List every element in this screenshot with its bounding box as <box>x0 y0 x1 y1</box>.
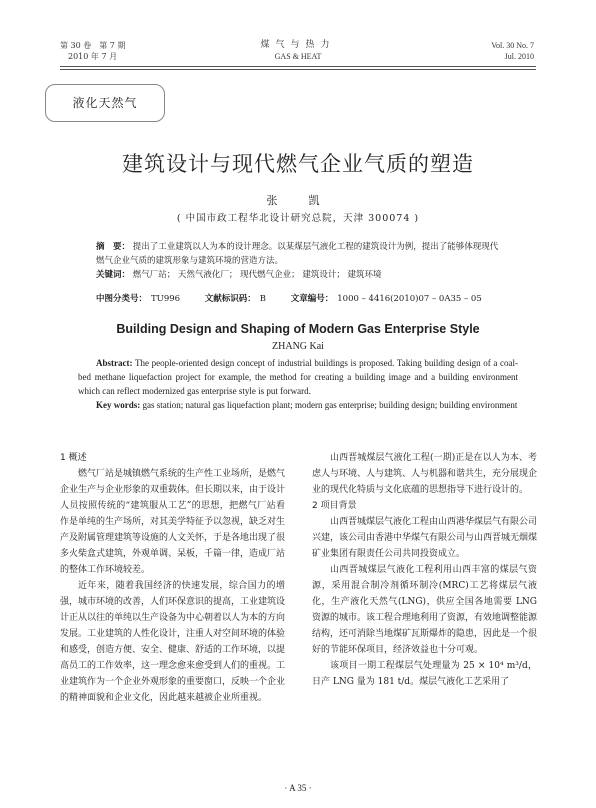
author-name: 张 凯 <box>266 194 330 207</box>
doc-code-label: 文献标识码： <box>204 294 256 304</box>
body-column-right <box>312 450 537 690</box>
article-title: 建筑设计与现代燃气企业气质的塑造 <box>122 152 474 176</box>
doc-code-value: B <box>259 294 267 304</box>
section-tag <box>45 84 165 122</box>
body-paragraph: 近年来，随着我国经济的快速发展，综合国力的增强，城市环境的改善，人们环保意识的提高，工业建筑设计正从以往的单纯以生产设备为中心朝着以人为本的方向发展。工业建筑的人性化设计，注重人对空间环境的体验和感受，创造方便、安全、健康、舒适的工作环境，以提高员工的工作效率，这一理念愈来愈受到人们的重视。工业建筑作为一个企业外观形象的重要窗口，反映一个企业的精神面貌和企业文化，因此越来越被企业所重视。 <box>60 581 286 703</box>
page-number: · A 35 · <box>284 783 312 793</box>
volume-issue: 第 30 卷 第 7 期 <box>60 41 126 50</box>
header-rule <box>60 66 536 67</box>
article-number-label: 文章编号： <box>290 294 334 304</box>
body-column-left <box>60 450 285 706</box>
body-paragraph: 山西晋城煤层气液化工程利用山西丰富的煤层气资源，采用混合制冷剂循环制冷(MRC)工艺将煤层气液化，生产液化天然气(LNG)，供应全国各地需要 LNG 资源的城市。该工程合理地利用了资源，有效地调整能源结构，还可消除当地煤矿瓦斯爆炸的隐患，因此是一个很好的节能环保项目，经济效益也十分可观。 <box>312 565 538 655</box>
section-heading: 2 项目背景 <box>312 501 357 511</box>
running-header-right <box>491 40 534 62</box>
abstract-en <box>78 356 518 412</box>
abstract-cn-text: 提出了工业建筑以人为本的设计理念。以某煤层气液化工程的建筑设计为例，提出了能够体现现代燃气企业气质的建筑形象与建筑环境的营造方法。 <box>96 242 499 266</box>
keywords-en-label: Key words: <box>96 400 141 410</box>
volume-issue-en: Vol. 30 No. 7 <box>491 41 534 50</box>
keywords-en-block <box>78 398 518 412</box>
issue-date: 2010 年 7 月 <box>68 52 118 61</box>
classification-row <box>96 292 486 304</box>
clc-value: TU996 <box>151 294 181 304</box>
abstract-cn <box>96 240 506 282</box>
abstract-cn-block <box>96 240 506 268</box>
body-paragraph: 山西晋城煤层气液化工程由山西港华煤层气有限公司兴建，该公司由香港中华煤气有限公司与山西晋城无烟煤矿业集团有限责任公司共同投资成立。 <box>312 517 538 559</box>
journal-name-cn: 煤气与热力 <box>260 40 336 50</box>
abstract-cn-label: 摘 要： <box>96 242 131 252</box>
body-paragraph: 该项目一期工程煤层气处理量为 25 × 10⁴ m³/d，日产 LNG 量为 181 t/d。煤层气液化工艺采用了 <box>312 661 537 687</box>
article-number-value: 1000 – 4416(2010)07 – 0A35 – 05 <box>337 294 482 304</box>
english-title: Building Design and Shaping of Modern Gas Enterprise Style <box>116 322 480 336</box>
section-heading: 1 概述 <box>60 453 87 463</box>
body-paragraph: 山西晋城煤层气液化工程(一期)正是在以人为本、考虑人与环境、人与建筑、人与机器和谐共生，充分展现企业的现代化特质与文化底蕴的思想指导下进行设计的。 <box>312 453 538 495</box>
keywords-cn-label: 关键词： <box>96 270 131 280</box>
keywords-en-text: gas station; natural gas liquefaction plant; modern gas enterprise; building design; building environment <box>142 400 518 410</box>
abstract-en-text: The people-oriented design concept of industrial buildings is proposed. Taking building design of a coal-bed methane liquefaction project for example, the method for creating a building image and a building environment which can reflect modernized gas enterprise style is put forward. <box>78 358 519 396</box>
journal-name-en: GAS & HEAT <box>274 52 322 61</box>
author-affiliation: ( 中国市政工程华北设计研究总院，天津 300074 ) <box>176 213 420 224</box>
issue-date-en: Jul. 2010 <box>504 52 534 61</box>
header-rule-thin <box>60 69 536 70</box>
abstract-en-block <box>78 356 518 398</box>
body-paragraph: 燃气厂站是城镇燃气系统的生产性工业场所，是燃气企业生产与企业形象的双重载体。但长期以来，由于设计人员按照传统的“建筑服从工艺”的思想，把燃气厂站看作是单纯的生产场所，对其美学特征予以忽视，缺乏对生产及附属管理建筑等设施的人文关怀，于是各地出现了很多火柴盒式建筑，外观单调、呆板，千篇一律，造成厂站的整体工作环境较差。 <box>60 469 286 575</box>
keywords-cn-text: 燃气厂站； 天然气液化厂； 现代燃气企业； 建筑设计； 建筑环境 <box>132 270 382 280</box>
english-author: ZHANG Kai <box>272 341 324 352</box>
abstract-en-label: Abstract: <box>96 358 133 368</box>
keywords-cn-block <box>96 268 506 282</box>
clc-label: 中图分类号： <box>96 294 148 304</box>
section-tag-label: 液化天然气 <box>72 96 138 110</box>
